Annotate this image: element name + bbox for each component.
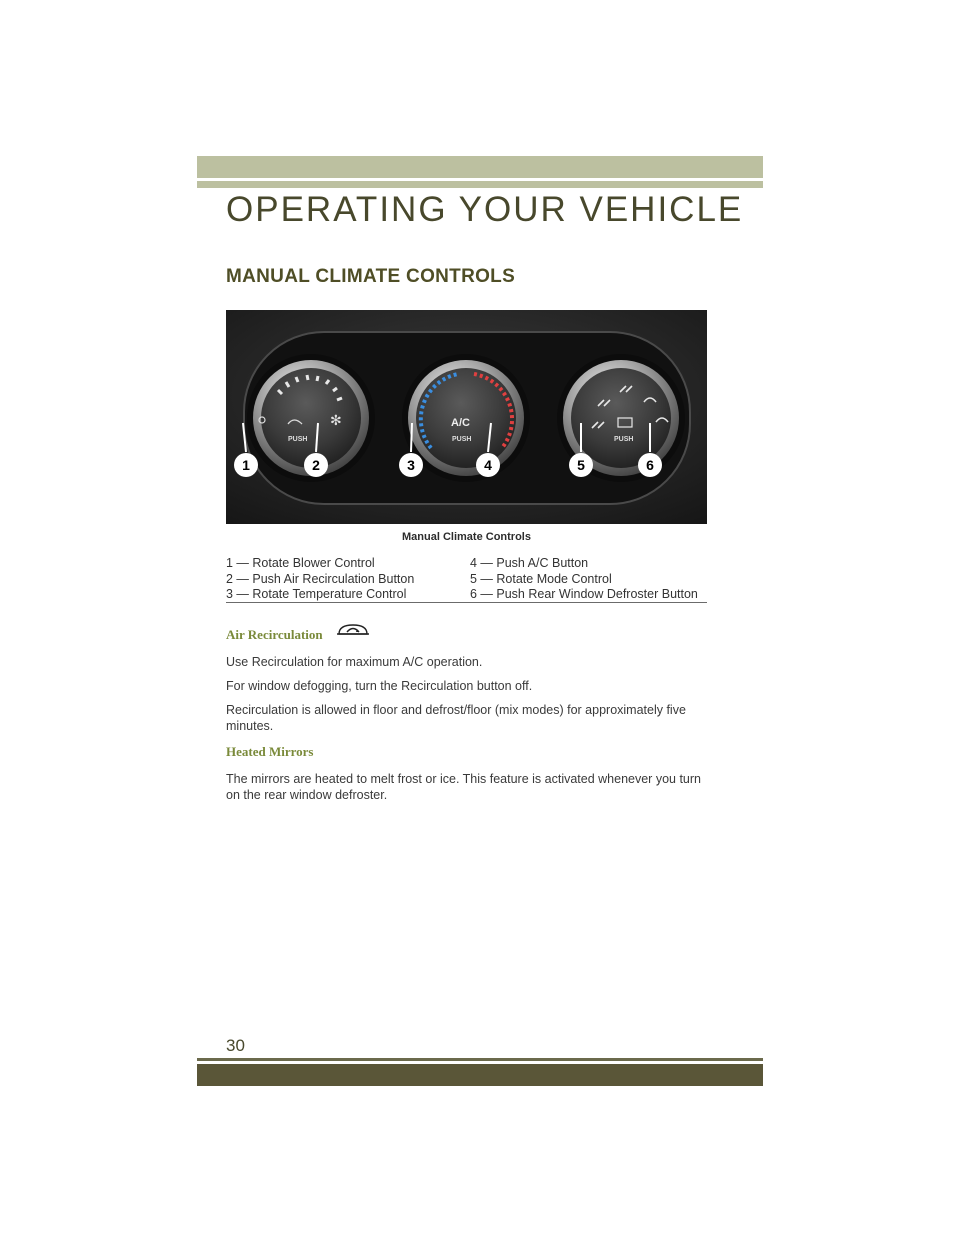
svg-text:5: 5 [577,457,585,473]
mode-push-label: PUSH [614,436,634,443]
body-paragraph: Recirculation is allowed in floor and defrost/floor (mix modes) for approximately five minutes. [226,703,686,733]
legend-item: 1 — Rotate Blower Control [226,556,375,570]
chapter-title: OPERATING YOUR VEHICLE [226,190,744,229]
legend-item: 3 — Rotate Temperature Control [226,587,407,601]
body-paragraph: The mirrors are heated to melt frost or ice. This feature is activated whenever you turn on the rear window defroster. [226,772,701,802]
legend-item: 6 — Push Rear Window Defroster Button [470,587,698,601]
ac-push-label: PUSH [452,436,472,443]
fan-icon: ✻ [330,413,342,429]
callout-1 [234,453,258,477]
legend-column-left [226,556,414,603]
page-number: 30 [226,1036,245,1055]
recirculation-icon [336,621,370,639]
svg-text:2: 2 [312,457,320,473]
footer-band-thin [197,1058,763,1061]
blower-push-label: PUSH [288,436,308,443]
body-paragraph: Use Recirculation for maximum A/C operation. [226,655,483,669]
ac-label: A/C [451,417,470,429]
legend-item: 2 — Push Air Recirculation Button [226,571,415,586]
body-paragraph: For window defogging, turn the Recirculation button off. [226,679,533,693]
figure-caption: Manual Climate Controls [402,531,531,543]
section-title: MANUAL CLIMATE CONTROLS [226,266,516,287]
footer-band [197,1064,763,1086]
climate-controls-photo [226,310,707,524]
svg-text:4: 4 [484,457,492,473]
legend-column-right [470,556,698,603]
svg-text:3: 3 [407,457,415,473]
air-recirculation-heading: Air Recirculation [226,627,323,642]
header-band-thin [197,181,763,188]
callout-2 [304,453,328,477]
legend-item: 4 — Push A/C Button [470,556,589,570]
svg-text:6: 6 [646,457,654,473]
header-band [197,156,763,178]
legend-item: 5 — Rotate Mode Control [470,571,612,586]
svg-text:1: 1 [242,457,250,473]
figure-legend [226,556,707,603]
callout-3 [399,453,423,477]
callout-6 [638,453,662,477]
heated-mirrors-heading: Heated Mirrors [226,744,314,759]
callout-5 [569,453,593,477]
callout-4 [476,453,500,477]
